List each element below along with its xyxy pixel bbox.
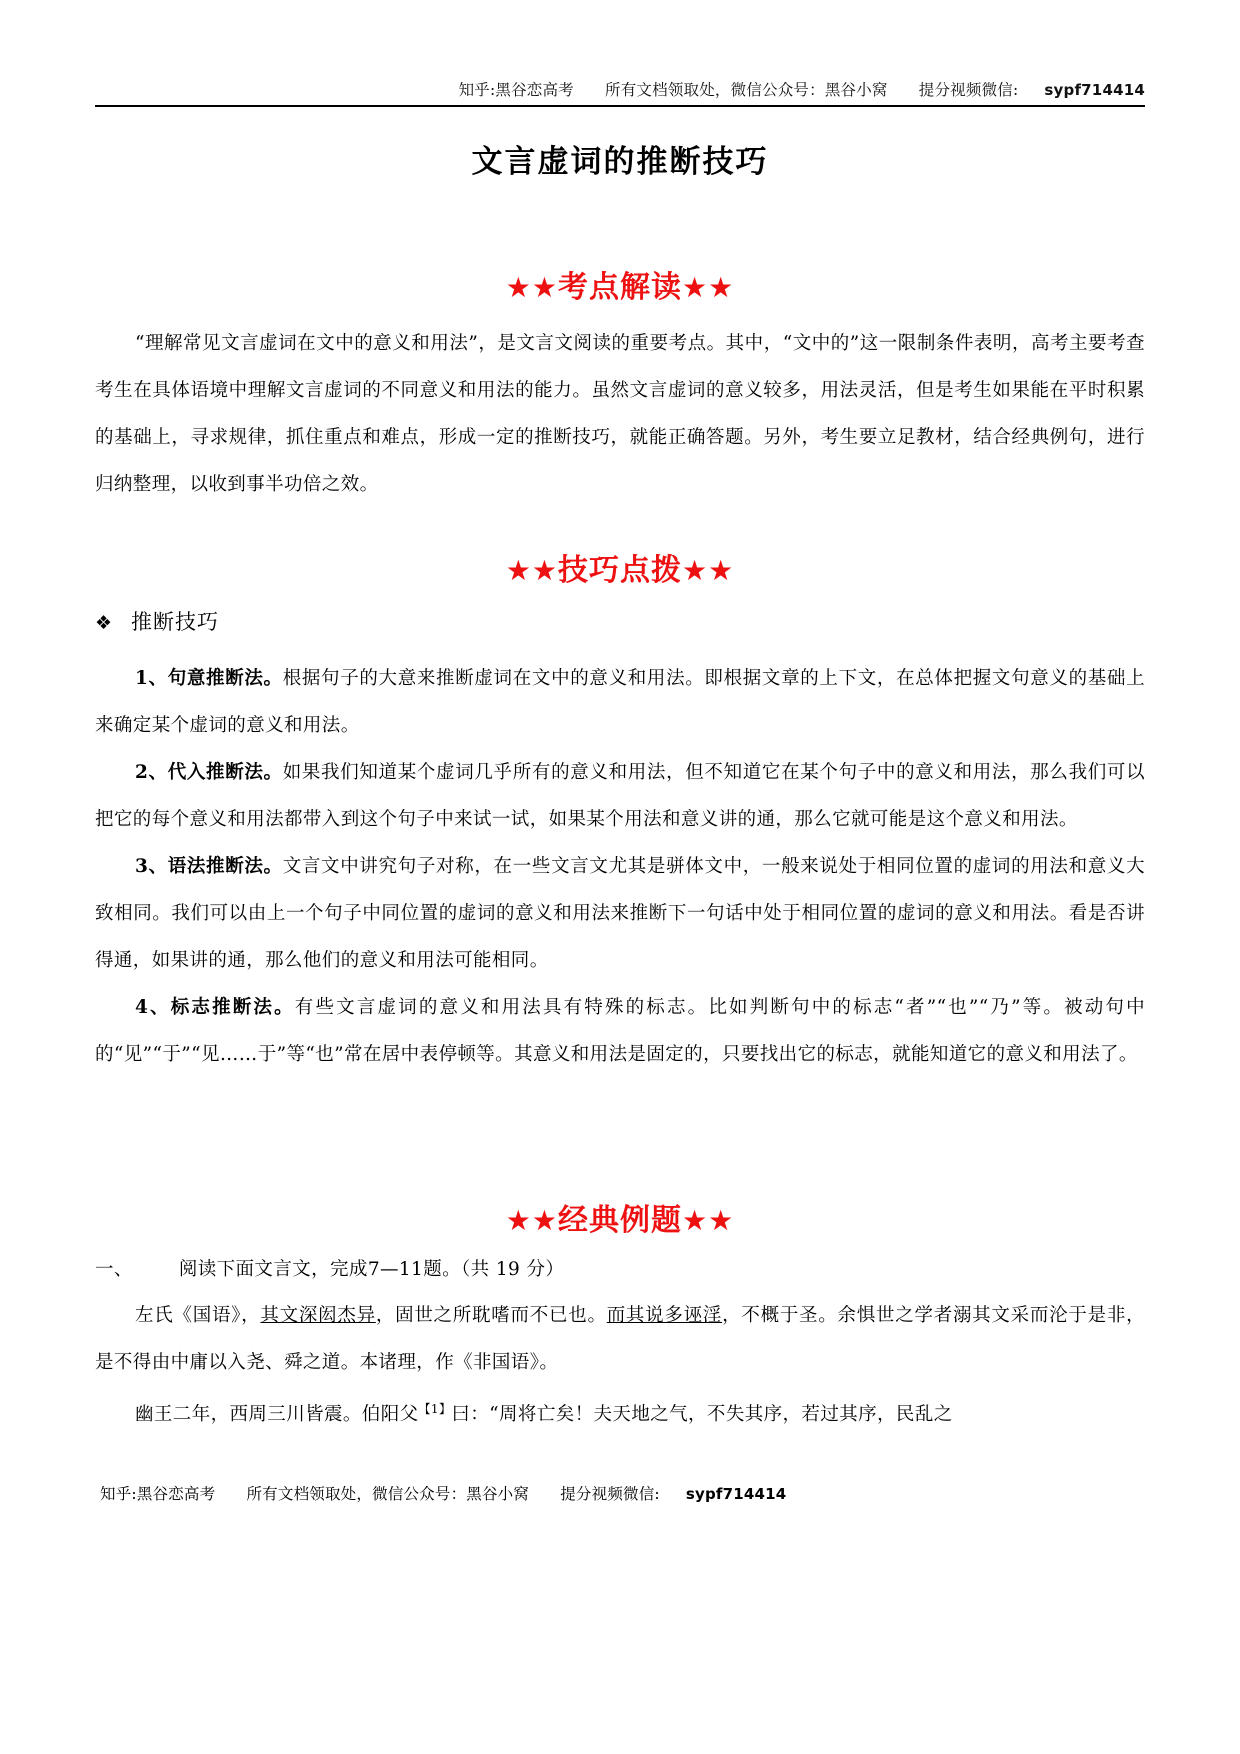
header-divider-rule (95, 105, 1145, 107)
footer-wechat-public-account: 所有文档领取处，微信公众号：黑谷小窝 (246, 1485, 530, 1503)
footer-video-wechat-label: 提分视频微信: (560, 1485, 660, 1503)
passage-segment: 左氏《国语》， (135, 1305, 261, 1326)
technique-list (95, 655, 1145, 1078)
page-title: 文言虚词的推断技巧 (471, 144, 769, 180)
section-heading-kaodian-label: 考点解读 (558, 270, 682, 305)
footer-video-wechat-id: sypf714414 (685, 1485, 787, 1503)
technique-lead: 4、标志推断法。 (135, 997, 295, 1018)
example-passage-paragraph-1 (95, 1292, 1145, 1386)
technique-item (95, 843, 1145, 984)
technique-item (95, 984, 1145, 1078)
technique-lead: 3、语法推断法。 (135, 856, 283, 877)
passage-segment: ，不概于圣。余惧世之学者溺其文采而沦于是非，是不得由中庸以入尧、舜之道。本诸理，作《非国语》。 (95, 1305, 1145, 1373)
footer-zhihu-handle: 知乎:黑谷恋高考 (100, 1485, 216, 1503)
passage-footnote-marker: 【1】 (418, 1402, 452, 1416)
intro-paragraph-block (95, 320, 1145, 508)
technique-text: 如果我们知道某个虚词几乎所有的意义和用法，但不知道它在某个句子中的意义和用法，那么我们可以把它的每个意义和用法都带入到这个句子中来试一试，如果某个用法和意义讲的通，那么它就可能是这个意义和用法。 (95, 762, 1145, 830)
passage-segment: 幽王二年，西周三川皆震。伯阳父 (135, 1404, 419, 1426)
passage-underlined-segment: 其文深闳杰异 (260, 1305, 376, 1326)
star-decoration-left: ★★ (505, 271, 558, 304)
header-video-wechat-label: 提分视频微信: (918, 81, 1019, 99)
subsection-heading-label: 推断技巧 (131, 610, 220, 634)
section-heading-jingdian-label: 经典例题 (558, 1203, 682, 1238)
star-decoration-right: ★★ (682, 271, 735, 304)
passage-underlined-segment: 而其说多诬淫 (606, 1305, 723, 1326)
star-decoration-left: ★★ (505, 554, 558, 587)
technique-lead: 2、代入推断法。 (135, 762, 283, 783)
star-decoration-left: ★★ (505, 1204, 558, 1237)
passage-segment: 曰：“周将亡矣！夫天地之气，不失其序，若过其序，民乱之 (451, 1404, 953, 1426)
example-question-heading (95, 1248, 1145, 1292)
header-zhihu-handle: 知乎:黑谷恋高考 (458, 81, 574, 99)
subsection-heading-tuiduanjiqiao (95, 606, 219, 636)
section-heading-jingdian (0, 1195, 1240, 1239)
star-decoration-right: ★★ (682, 554, 735, 587)
example-question-number: 一、 (95, 1259, 133, 1280)
technique-text: 根据句子的大意来推断虚词在文中的意义和用法。即根据文章的上下文，在总体把握文句意义的基础上来确定某个虚词的意义和用法。 (95, 668, 1145, 736)
header-wechat-public-account: 所有文档领取处，微信公众号：黑谷小窝 (605, 81, 888, 99)
technique-lead: 1、句意推断法。 (135, 668, 283, 689)
technique-item (95, 749, 1145, 843)
section-heading-jiqiao-label: 技巧点拨 (558, 553, 682, 588)
example-question-block (95, 1248, 1145, 1438)
example-question-text: 阅读下面文言文，完成7—11题。（共 19 分） (178, 1259, 565, 1280)
header-video-wechat-id: sypf714414 (1044, 81, 1145, 99)
page-header (95, 78, 1145, 107)
technique-text: 有些文言虚词的意义和用法具有特殊的标志。比如判断句中的标志“者”“也”“乃”等。被动句中的“见”“于”“见……于”等“也”常在居中表停顿等。其意义和用法是固定的，只要找出它的标志，就能知道它的意义和用法了。 (95, 997, 1145, 1065)
page-footer (100, 1482, 1150, 1504)
technique-text: 文言文中讲究句子对称，在一些文言文尤其是骈体文中，一般来说处于相同位置的虚词的用法和意义大致相同。我们可以由上一个句子中同位置的虚词的意义和用法来推断下一句话中处于相同位置的虚词的意义和用法。看是否讲得通，如果讲的通，那么他们的意义和用法可能相同。 (95, 856, 1145, 971)
passage-segment: ，固世之所耽嗜而不已也。 (375, 1305, 607, 1326)
example-passage-paragraph-2 (95, 1386, 1145, 1438)
intro-paragraph: “理解常见文言虚词在文中的意义和用法”，是文言文阅读的重要考点。其中，“文中的”这一限制条件表明，高考主要考查考生在具体语境中理解文言虚词的不同意义和用法的能力。虽然文言虚词的意义较多，用法灵活，但是考生如果能在平时积累的基础上，寻求规律，抓住重点和难点，形成一定的推断技巧，就能正确答题。另外，考生要立足教材，结合经典例句，进行归纳整理，以收到事半功倍之效。 (95, 333, 1145, 495)
section-heading-jiqiao (0, 545, 1240, 589)
technique-item (95, 655, 1145, 749)
section-heading-kaodian (0, 262, 1240, 306)
header-watermark-line (95, 78, 1145, 100)
diamond-bullet-icon: ❖ (95, 612, 114, 634)
star-decoration-right: ★★ (682, 1204, 735, 1237)
